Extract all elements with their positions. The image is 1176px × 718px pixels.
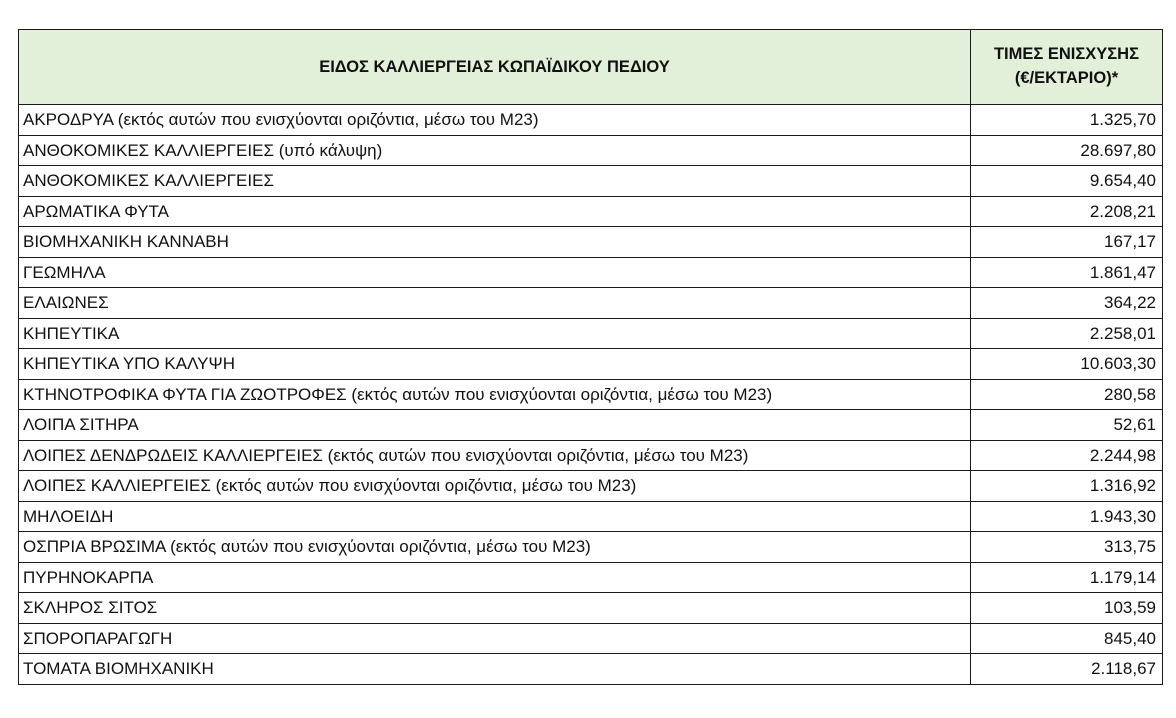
crop-name: ΚΤΗΝΟΤΡΟΦΙΚΑ ΦΥΤΑ ΓΙΑ ΖΩΟΤΡΟΦΕΣ: [23, 384, 347, 404]
crop-type-cell: [19, 471, 971, 502]
crop-type-cell: [19, 257, 971, 288]
table-row: [19, 318, 1163, 349]
subsidy-value-cell: 2.118,67: [971, 654, 1163, 685]
crop-name: ΜΗΛΟΕΙΔΗ: [23, 506, 114, 526]
subsidy-value-cell: 1.325,70: [971, 105, 1163, 136]
header-price-line1: ΤΙΜΕΣ ΕΝΙΣΧΥΣΗΣ: [993, 45, 1140, 64]
crop-name: ΛΟΙΠΕΣ ΚΑΛΛΙΕΡΓΕΙΕΣ: [23, 476, 211, 496]
header-subsidy-price: [971, 30, 1163, 105]
table-row: [19, 532, 1163, 563]
subsidy-value-cell: 845,40: [971, 623, 1163, 654]
subsidy-value-cell: 280,58: [971, 379, 1163, 410]
crop-name: ΑΝΘΟΚΟΜΙΚΕΣ ΚΑΛΛΙΕΡΓΕΙΕΣ: [23, 140, 274, 160]
crop-type-cell: [19, 593, 971, 624]
crop-type-cell: [19, 288, 971, 319]
header-crop-type: ΕΙΔΟΣ ΚΑΛΛΙΕΡΓΕΙΑΣ ΚΩΠΑΪΔΙΚΟΥ ΠΕΔΙΟΥ: [19, 30, 971, 105]
table-row: [19, 288, 1163, 319]
crop-name: ΠΥΡΗΝΟΚΑΡΠΑ: [23, 567, 154, 587]
subsidy-value-cell: 1.861,47: [971, 257, 1163, 288]
table-row: [19, 349, 1163, 380]
crop-name: ΣΚΛΗΡΟΣ ΣΙΤΟΣ: [23, 598, 158, 618]
subsidy-value-cell: 1.179,14: [971, 562, 1163, 593]
crop-type-cell: [19, 379, 971, 410]
table-row: [19, 410, 1163, 441]
subsidy-value-cell: 2.208,21: [971, 196, 1163, 227]
crop-type-cell: [19, 196, 971, 227]
crop-type-cell: [19, 440, 971, 471]
table-row: [19, 196, 1163, 227]
table-row: [19, 166, 1163, 197]
crop-name: ΚΗΠΕΥΤΙΚΑ ΥΠΟ ΚΑΛΥΨΗ: [23, 354, 235, 374]
subsidy-value-cell: 9.654,40: [971, 166, 1163, 197]
subsidy-value-cell: 313,75: [971, 532, 1163, 563]
crop-name: ΟΣΠΡΙΑ ΒΡΩΣΙΜΑ: [23, 537, 166, 557]
subsidy-value-cell: 167,17: [971, 227, 1163, 258]
crop-name: ΓΕΩΜΗΛΑ: [23, 262, 106, 282]
subsidy-table-container: [18, 29, 1163, 685]
crop-type-cell: [19, 562, 971, 593]
table-row: [19, 135, 1163, 166]
crop-type-cell: [19, 410, 971, 441]
table-row: [19, 440, 1163, 471]
crop-type-cell: [19, 654, 971, 685]
table-row: [19, 379, 1163, 410]
crop-name: ΑΚΡΟΔΡΥΑ: [23, 110, 114, 130]
crop-name: ΚΗΠΕΥΤΙΚΑ: [23, 323, 120, 343]
crop-note: (εκτός αυτών που ενισχύονται οριζόντια, μέσω του Μ23): [113, 110, 539, 130]
table-row: [19, 562, 1163, 593]
table-row: [19, 623, 1163, 654]
subsidy-value-cell: 28.697,80: [971, 135, 1163, 166]
crop-name: ΕΛΑΙΩΝΕΣ: [23, 293, 109, 313]
table-row: [19, 501, 1163, 532]
subsidy-value-cell: 364,22: [971, 288, 1163, 319]
table-row: [19, 654, 1163, 685]
crop-name: ΑΝΘΟΚΟΜΙΚΕΣ ΚΑΛΛΙΕΡΓΕΙΕΣ: [23, 171, 274, 191]
table-row: [19, 105, 1163, 136]
crop-note: (υπό κάλυψη): [273, 140, 383, 160]
crop-note: (εκτός αυτών που ενισχύονται οριζόντια, μέσω του Μ23): [346, 384, 773, 404]
subsidy-value-cell: 52,61: [971, 410, 1163, 441]
subsidy-table: [18, 29, 1163, 685]
subsidy-value-cell: 2.244,98: [971, 440, 1163, 471]
crop-type-cell: [19, 623, 971, 654]
crop-name: ΣΠΟΡΟΠΑΡΑΓΩΓΗ: [23, 628, 173, 648]
crop-type-cell: [19, 501, 971, 532]
crop-name: ΤΟΜΑΤΑ ΒΙΟΜΗΧΑΝΙΚΗ: [23, 659, 214, 679]
subsidy-value-cell: 103,59: [971, 593, 1163, 624]
crop-type-cell: [19, 532, 971, 563]
crop-type-cell: [19, 318, 971, 349]
table-body: [19, 105, 1163, 685]
subsidy-value-cell: 2.258,01: [971, 318, 1163, 349]
header-row: [19, 30, 1163, 105]
crop-type-cell: [19, 166, 971, 197]
crop-type-cell: [19, 349, 971, 380]
crop-name: ΒΙΟΜΗΧΑΝΙΚΗ ΚΑΝΝΑΒΗ: [23, 232, 229, 252]
crop-type-cell: [19, 135, 971, 166]
subsidy-value-cell: 1.943,30: [971, 501, 1163, 532]
subsidy-value-cell: 1.316,92: [971, 471, 1163, 502]
table-row: [19, 227, 1163, 258]
table-header: [19, 30, 1163, 105]
subsidy-value-cell: 10.603,30: [971, 349, 1163, 380]
crop-type-cell: [19, 227, 971, 258]
crop-name: ΑΡΩΜΑΤΙΚΑ ΦΥΤΑ: [23, 201, 170, 221]
header-price-line2: (€/ΕΚΤΑΡΙΟ)*: [1014, 69, 1119, 87]
table-row: [19, 471, 1163, 502]
crop-note: (εκτός αυτών που ενισχύονται οριζόντια, μέσω του Μ23): [165, 537, 591, 557]
table-row: [19, 593, 1163, 624]
crop-name: ΛΟΙΠΕΣ ΔΕΝΔΡΩΔΕΙΣ ΚΑΛΛΙΕΡΓΕΙΕΣ: [23, 445, 323, 465]
crop-type-cell: [19, 105, 971, 136]
crop-note: (εκτός αυτών που ενισχύονται οριζόντια, μέσω του Μ23): [210, 476, 637, 496]
crop-name: ΛΟΙΠΑ ΣΙΤΗΡΑ: [23, 415, 139, 435]
crop-note: (εκτός αυτών που ενισχύονται οριζόντια, μέσω του Μ23): [322, 445, 749, 465]
table-row: [19, 257, 1163, 288]
